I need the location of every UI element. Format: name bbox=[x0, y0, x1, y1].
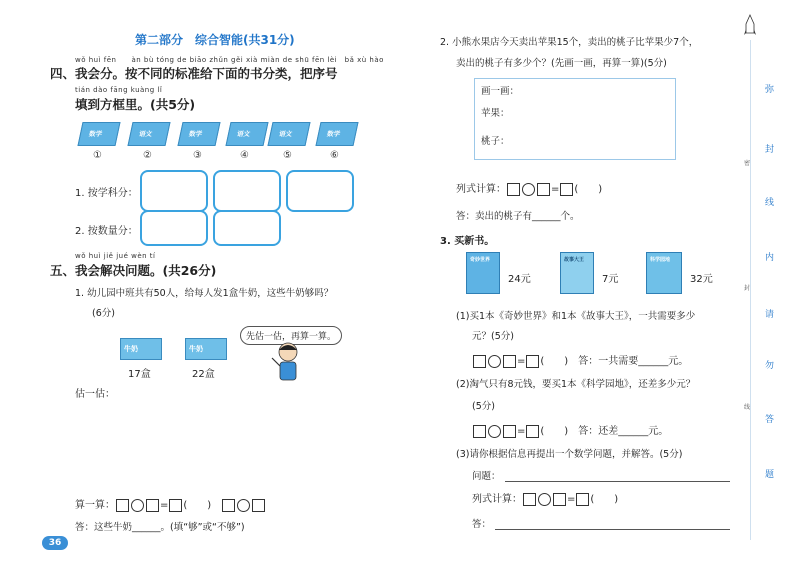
q5-pinyin: wǒ huì jiě jué wèn tí bbox=[75, 252, 156, 260]
book-1: 数学 bbox=[77, 122, 120, 146]
q2-line2: 卖出的桃子有多少个？(先画一画，再算一算)(5分) bbox=[456, 58, 667, 69]
q4-pinyin-2: tián dào fāng kuàng lǐ bbox=[75, 86, 163, 94]
calc-box[interactable] bbox=[553, 493, 566, 506]
calc-box[interactable] bbox=[503, 355, 516, 368]
calc-label: 算一算： bbox=[75, 500, 115, 511]
price-kexue: 32元 bbox=[690, 274, 713, 285]
calc-box[interactable] bbox=[146, 499, 159, 512]
milk-box-2: 牛奶 bbox=[185, 338, 227, 360]
binding-char-3: 线 bbox=[765, 198, 775, 208]
q5-answer: 答：这些牛奶______。(填“够”或“不够”) bbox=[75, 522, 245, 533]
book-num-1: ① bbox=[93, 150, 102, 161]
q3-s3-line1: (3)请你根据信息再提出一个数学问题，并解答。(5分) bbox=[456, 449, 683, 460]
price-qimiao: 24元 bbox=[508, 274, 531, 285]
calc-operator[interactable] bbox=[131, 499, 144, 512]
question-line[interactable] bbox=[505, 481, 730, 482]
book-num-5: ⑤ bbox=[283, 150, 292, 161]
binding-char-2: 封 bbox=[765, 145, 775, 155]
calc-box[interactable] bbox=[560, 183, 573, 196]
calc-operator[interactable] bbox=[522, 183, 535, 196]
calc-box[interactable] bbox=[576, 493, 589, 506]
q3-s1-line2: 元？(5分) bbox=[472, 331, 514, 342]
draw-label: 画一画： bbox=[481, 86, 520, 97]
apple-label: 苹果： bbox=[481, 108, 510, 119]
calc-box[interactable] bbox=[537, 183, 550, 196]
calc-operator[interactable] bbox=[488, 355, 501, 368]
q4-sub1-label: 1. 按学科分： bbox=[75, 188, 138, 199]
q4-sub2-label: 2. 按数量分： bbox=[75, 226, 138, 237]
calc-box[interactable] bbox=[526, 355, 539, 368]
binding-char-6: 勿 bbox=[765, 361, 775, 371]
calc-box[interactable] bbox=[523, 493, 536, 506]
book-3: 数学 bbox=[177, 122, 220, 146]
subject-box-3[interactable] bbox=[286, 170, 354, 212]
calc-box[interactable] bbox=[169, 499, 182, 512]
quantity-box-2[interactable] bbox=[213, 210, 281, 246]
book-4: 语文 bbox=[225, 122, 268, 146]
q4-pinyin-1: wǒ huì fēn àn bù tóng de biāo zhǔn gěi xià miàn de shū fēn lèi bǎ xù hào bbox=[75, 56, 384, 64]
speech-bubble: 先估一估，再算一算。 bbox=[240, 326, 342, 345]
subject-box-1[interactable] bbox=[140, 170, 208, 212]
subject-box-2[interactable] bbox=[213, 170, 281, 212]
milk-count-2: 22盒 bbox=[192, 369, 215, 380]
draw-area[interactable] bbox=[474, 78, 676, 160]
book-gushi: 故事大王 bbox=[560, 252, 594, 294]
calc-box[interactable] bbox=[473, 425, 486, 438]
calc-box[interactable] bbox=[507, 183, 520, 196]
calc-operator[interactable] bbox=[538, 493, 551, 506]
q3-heading: 3. 买新书。 bbox=[440, 236, 495, 247]
q2-calc-row: 列式计算： = ( ) bbox=[456, 184, 603, 195]
book-qimiao: 奇妙世界 bbox=[466, 252, 500, 294]
binding-char-5: 请 bbox=[765, 310, 775, 320]
book-6: 数学 bbox=[315, 122, 358, 146]
calc-box[interactable] bbox=[526, 425, 539, 438]
compare-box[interactable] bbox=[222, 499, 235, 512]
binding-small-2: 封 bbox=[744, 285, 751, 292]
peach-label: 桃子： bbox=[481, 136, 510, 147]
q3-s1-line1: (1)买1本《奇妙世界》和1本《故事大王》，一共需要多少 bbox=[456, 311, 696, 322]
rocket-icon bbox=[744, 14, 756, 38]
binding-line bbox=[750, 40, 751, 540]
q3-s2-line1: (2)淘气只有8元钱，要买1本《科学园地》，还差多少元？ bbox=[456, 379, 696, 390]
book-num-2: ② bbox=[143, 150, 152, 161]
milk-count-1: 17盒 bbox=[128, 369, 151, 380]
q3-s3-question: 问题： bbox=[472, 471, 501, 482]
q3-s2-answer: 答：还差______元。 bbox=[578, 426, 669, 437]
q5-p1-line1: 1. 幼儿园中班共有50人，给每人发1盒牛奶，这些牛奶够吗？ bbox=[75, 288, 334, 299]
q3-s3-calc-row: 列式计算： = ( ) bbox=[472, 494, 619, 505]
q3-s3-calc-label: 列式计算： bbox=[472, 494, 522, 505]
estimate-label: 估一估： bbox=[75, 389, 115, 400]
q5-heading: 五、我会解决问题。(共26分) bbox=[50, 263, 217, 278]
q2-calc-label: 列式计算： bbox=[456, 184, 506, 195]
q4-heading-line2: 填到方框里。(共5分) bbox=[75, 97, 196, 112]
binding-small-1: 密 bbox=[744, 160, 751, 167]
book-kexue: 科学园地 bbox=[646, 252, 682, 294]
q5-p1-score: (6分) bbox=[92, 308, 115, 319]
binding-small-3: 线 bbox=[744, 404, 751, 411]
binding-char-4: 内 bbox=[765, 253, 775, 263]
q3-s2-line2: (5分) bbox=[472, 401, 495, 412]
q2-answer: 答：卖出的桃子有______个。 bbox=[456, 211, 580, 222]
calc-box[interactable] bbox=[503, 425, 516, 438]
q3-s1-calc-row: = ( ) 答：一共需要______元。 bbox=[472, 352, 688, 368]
book-num-6: ⑥ bbox=[330, 150, 339, 161]
binding-char-1: 弥 bbox=[765, 85, 775, 95]
binding-char-7: 答 bbox=[765, 415, 775, 425]
answer-line[interactable] bbox=[495, 529, 730, 530]
q4-heading-line1: 四、我会分。按不同的标准给下面的书分类，把序号 bbox=[50, 66, 338, 81]
price-gushi: 7元 bbox=[602, 274, 619, 285]
calc-box[interactable] bbox=[116, 499, 129, 512]
calc-box[interactable] bbox=[473, 355, 486, 368]
binding-char-8: 题 bbox=[765, 470, 775, 480]
book-2: 语文 bbox=[127, 122, 170, 146]
q2-line1: 2. 小熊水果店今天卖出苹果15个，卖出的桃子比苹果少7个， bbox=[440, 37, 699, 48]
calc-row: 算一算： = ( ) bbox=[75, 496, 266, 512]
book-5: 语文 bbox=[267, 122, 310, 146]
q3-s1-answer: 答：一共需要______元。 bbox=[578, 356, 689, 367]
milk-box-1: 牛奶 bbox=[120, 338, 162, 360]
page-number: 36 bbox=[42, 536, 68, 550]
section-title: 第二部分 综合智能(共31分) bbox=[135, 33, 295, 47]
q3-s2-calc-row: = ( ) 答：还差______元。 bbox=[472, 422, 668, 438]
book-num-3: ③ bbox=[193, 150, 202, 161]
book-num-4: ④ bbox=[240, 150, 249, 161]
compare-operator[interactable] bbox=[237, 499, 250, 512]
q3-s3-answer: 答： bbox=[472, 519, 492, 530]
calc-operator[interactable] bbox=[488, 425, 501, 438]
compare-box[interactable] bbox=[252, 499, 265, 512]
quantity-box-1[interactable] bbox=[140, 210, 208, 246]
child-icon bbox=[268, 340, 308, 385]
